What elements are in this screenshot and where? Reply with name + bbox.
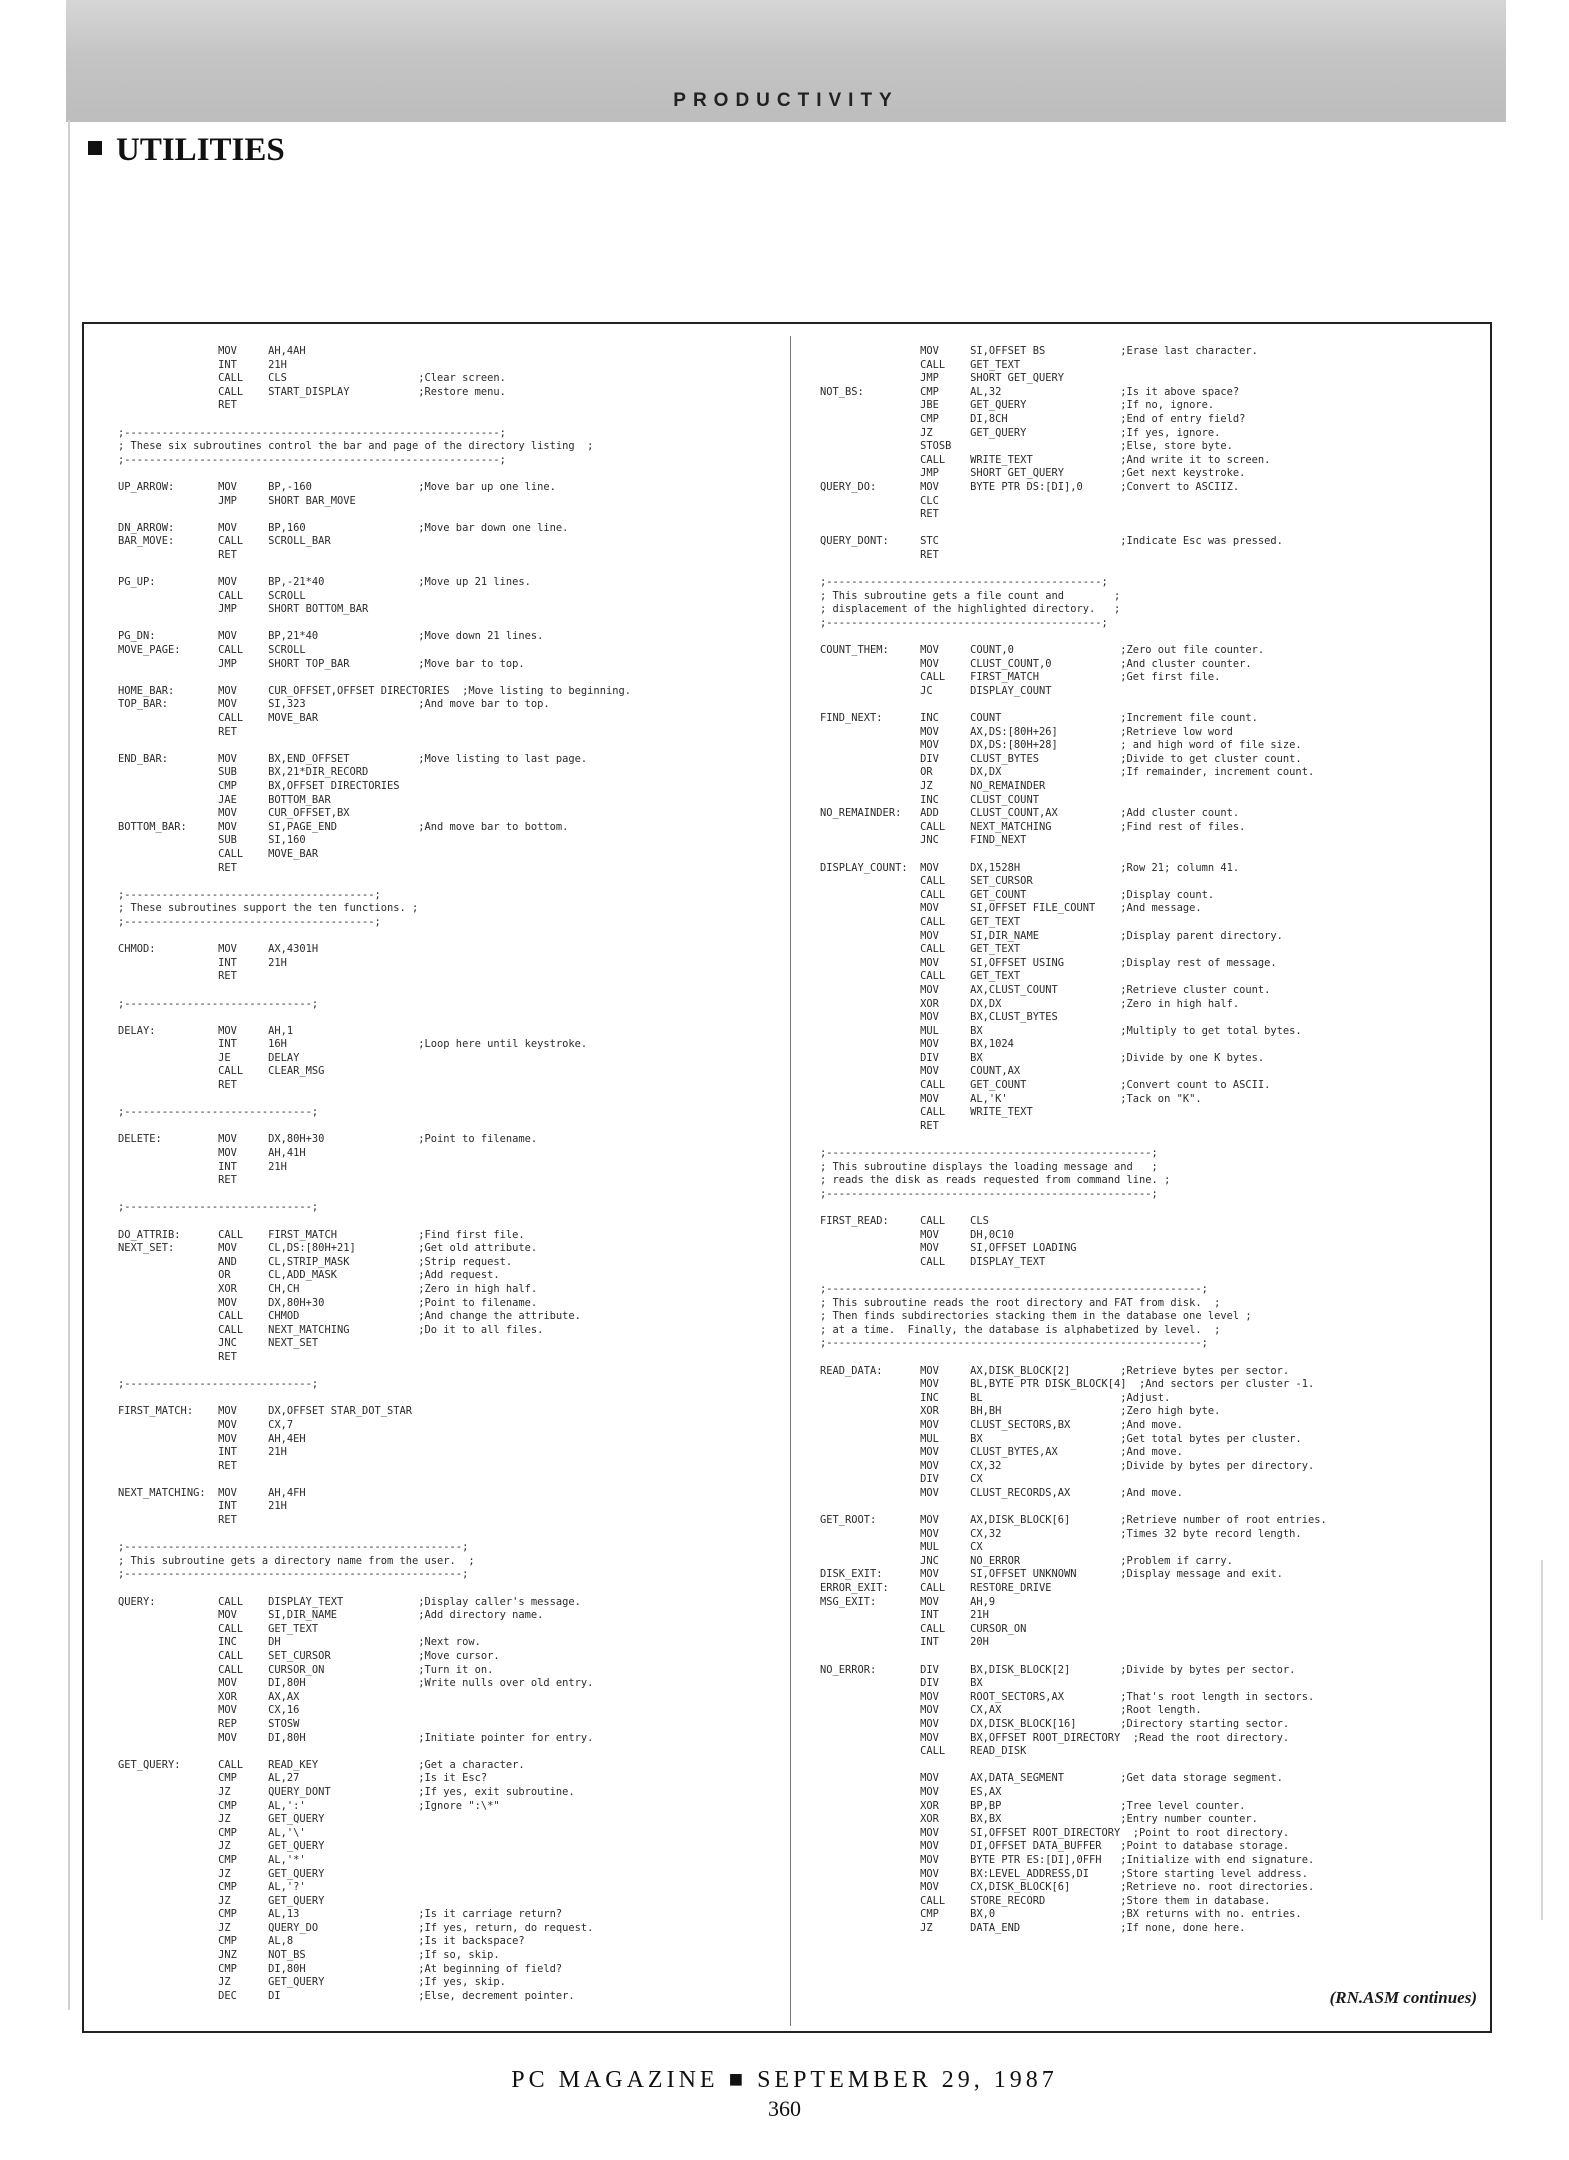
- right-code-line: CALL FIRST_MATCH ;Get first file.: [820, 671, 1221, 684]
- left-code-line: SUB BX,21*DIR_RECORD: [118, 766, 369, 779]
- left-code-line: PG_DN: MOV BP,21*40 ;Move down 21 lines.: [118, 630, 544, 643]
- right-code-line: JC DISPLAY_COUNT: [820, 684, 1052, 697]
- right-code-line: CALL GET_TEXT: [820, 358, 1021, 371]
- left-code-line: ;------------------------------;: [118, 1106, 319, 1119]
- left-code-line: CALL CLEAR_MSG: [118, 1065, 325, 1078]
- right-code-line: DIV BX: [820, 1677, 983, 1690]
- right-code-line: MOV CLUST_RECORDS,AX ;And move.: [820, 1486, 1183, 1499]
- left-code-line: ;------------------------------;: [118, 1378, 319, 1391]
- left-code-line: MOV DI,80H ;Write nulls over old entry.: [118, 1677, 594, 1690]
- right-code-line: CALL WRITE_TEXT: [820, 1106, 1033, 1119]
- right-code-line: CMP DI,8CH ;End of entry field?: [820, 412, 1246, 425]
- right-code-line: MOV CX,32 ;Divide by bytes per directory.: [820, 1459, 1315, 1472]
- bullet-square-icon: [88, 141, 102, 155]
- right-code-line: MOV BX:LEVEL_ADDRESS,DI ;Store starting level address.: [820, 1867, 1308, 1880]
- left-code-line: RET: [118, 1514, 237, 1527]
- right-code-line: MOV SI,OFFSET USING ;Display rest of message.: [820, 956, 1277, 969]
- right-code-line: MOV ES,AX: [820, 1785, 1002, 1798]
- right-code-line: ; This subroutine displays the loading message and ;: [820, 1160, 1158, 1173]
- right-code-line: MOV CX,32 ;Times 32 byte record length.: [820, 1527, 1302, 1540]
- left-code-line: DN_ARROW: MOV BP,160 ;Move bar down one line.: [118, 521, 569, 534]
- column-divider: [790, 336, 791, 2026]
- left-code-line: XOR AX,AX: [118, 1690, 300, 1703]
- left-code-line: CMP AL,'\': [118, 1826, 306, 1839]
- page-edge-rule: [68, 120, 70, 2010]
- left-code-line: SUB SI,160: [118, 834, 306, 847]
- left-code-line: CMP DI,80H ;At beginning of field?: [118, 1962, 563, 1975]
- right-code-line: NO_ERROR: DIV BX,DISK_BLOCK[2] ;Divide by bytes per sector.: [820, 1663, 1296, 1676]
- right-code-line: READ_DATA: MOV AX,DISK_BLOCK[2] ;Retrieve bytes per sector.: [820, 1364, 1290, 1377]
- left-code-line: JZ GET_QUERY: [118, 1840, 325, 1853]
- right-code-line: ;----------------------------------------------------;: [820, 1187, 1158, 1200]
- right-code-line: ; displacement of the highlighted directory. ;: [820, 603, 1121, 616]
- continues-note: (RN.ASM continues): [1329, 1988, 1477, 2007]
- left-code-line: INT 21H: [118, 956, 287, 969]
- right-code-line: MOV SI,OFFSET BS ;Erase last character.: [820, 345, 1258, 357]
- right-code-line: CALL GET_TEXT: [820, 915, 1021, 928]
- right-code-line: CALL SET_CURSOR: [820, 875, 1033, 888]
- right-code-line: CLC: [820, 494, 939, 507]
- left-code-line: JZ GET_QUERY ;If yes, skip.: [118, 1976, 506, 1989]
- right-code-line: INT 20H: [820, 1636, 989, 1649]
- right-code-line: MOV BX,CLUST_BYTES: [820, 1011, 1058, 1024]
- right-code-line: MOV CLUST_BYTES,AX ;And move.: [820, 1446, 1183, 1459]
- left-code-line: CMP AL,13 ;Is it carriage return?: [118, 1908, 563, 1921]
- left-code-line: JMP SHORT BOTTOM_BAR: [118, 603, 369, 616]
- left-code-line: ; This subroutine gets a directory name from the user. ;: [118, 1554, 475, 1567]
- left-code-line: RET: [118, 1079, 237, 1092]
- right-code-line: FIRST_READ: CALL CLS: [820, 1215, 989, 1227]
- left-code-line: CALL SCROLL: [118, 589, 306, 602]
- left-code-line: CALL CURSOR_ON ;Turn it on.: [118, 1663, 494, 1676]
- right-code-line: FIND_NEXT: INC COUNT ;Increment file count.: [820, 712, 1258, 725]
- right-code-line: CALL READ_DISK: [820, 1745, 1027, 1758]
- left-code-line: QUERY: CALL DISPLAY_TEXT ;Display caller's message.: [118, 1595, 581, 1608]
- right-code-line: CALL GET_TEXT: [820, 943, 1021, 956]
- left-code-line: CALL MOVE_BAR: [118, 847, 319, 860]
- left-code-line: ;------------------------------;: [118, 997, 319, 1010]
- left-code-line: GET_QUERY: CALL READ_KEY ;Get a character.: [118, 1758, 525, 1771]
- right-code-line: JZ DATA_END ;If none, done here.: [820, 1921, 1246, 1934]
- left-code-line: JZ GET_QUERY: [118, 1894, 325, 1907]
- right-code-line: CALL STORE_RECORD ;Store them in database.: [820, 1894, 1271, 1907]
- left-code-line: XOR CH,CH ;Zero in high half.: [118, 1282, 538, 1295]
- left-code-line: ;------------------------------;: [118, 1201, 319, 1214]
- left-code-line: CMP AL,'?': [118, 1881, 306, 1894]
- right-code-line: CMP BX,0 ;BX returns with no. entries.: [820, 1908, 1302, 1921]
- left-code-line: JZ GET_QUERY: [118, 1813, 325, 1826]
- left-code-line: DELAY: MOV AH,1: [118, 1024, 294, 1037]
- left-code-line: MOV AH,4EH: [118, 1432, 306, 1445]
- right-code-line: CALL NEXT_MATCHING ;Find rest of files.: [820, 820, 1246, 833]
- right-code-line: MOV CLUST_SECTORS,BX ;And move.: [820, 1418, 1183, 1431]
- left-code-line: INT 21H: [118, 1446, 287, 1459]
- right-code-line: JZ NO_REMAINDER: [820, 780, 1046, 792]
- right-code-line: JZ GET_QUERY ;If yes, ignore.: [820, 426, 1221, 439]
- right-code-line: JNC FIND_NEXT: [820, 834, 1027, 847]
- left-code-line: JMP SHORT TOP_BAR ;Move bar to top.: [118, 657, 525, 670]
- left-code-line: DEC DI ;Else, decrement pointer.: [118, 1989, 575, 2002]
- right-code-line: DISPLAY_COUNT: MOV DX,1528H ;Row 21; column 41.: [820, 861, 1240, 874]
- right-code-line: CALL WRITE_TEXT ;And write it to screen.: [820, 453, 1271, 466]
- right-code-line: MOV DI,OFFSET DATA_BUFFER ;Point to database storage.: [820, 1840, 1290, 1853]
- right-code-line: DIV CLUST_BYTES ;Divide to get cluster count.: [820, 752, 1302, 765]
- right-code-line: ;--------------------------------------------;: [820, 576, 1108, 589]
- left-code-line: UP_ARROW: MOV BP,-160 ;Move bar up one line.: [118, 480, 556, 493]
- left-code-line: CALL MOVE_BAR: [118, 712, 319, 725]
- left-code-line: ; These subroutines support the ten functions. ;: [118, 902, 419, 915]
- right-code-line: MOV BX,1024: [820, 1038, 1014, 1051]
- right-code-line: MUL BX ;Get total bytes per cluster.: [820, 1432, 1302, 1445]
- section-label: PRODUCTIVITY: [673, 90, 899, 111]
- right-code-line: MOV SI,OFFSET ROOT_DIRECTORY ;Point to root directory.: [820, 1826, 1290, 1839]
- right-code-line: JNC NO_ERROR ;Problem if carry.: [820, 1554, 1233, 1567]
- left-code-line: FIRST_MATCH: MOV DX,OFFSET STAR_DOT_STAR: [118, 1405, 413, 1418]
- listing-right-column: [820, 345, 1480, 1935]
- right-code-line: CALL GET_TEXT: [820, 970, 1021, 983]
- page-number: 360: [768, 2096, 801, 2121]
- right-code-line: MOV BX,OFFSET ROOT_DIRECTORY ;Read the root directory.: [820, 1731, 1290, 1744]
- right-code-line: MOV DH,0C10: [820, 1228, 1014, 1241]
- right-code-line: GET_ROOT: MOV AX,DISK_BLOCK[6] ;Retrieve number of root entries.: [820, 1514, 1327, 1527]
- left-code-line: INT 16H ;Loop here until keystroke.: [118, 1038, 588, 1051]
- right-code-line: XOR BP,BP ;Tree level counter.: [820, 1799, 1246, 1812]
- right-code-line: DISK_EXIT: MOV SI,OFFSET UNKNOWN ;Display message and exit.: [820, 1568, 1283, 1581]
- left-code-line: JZ GET_QUERY: [118, 1867, 325, 1880]
- left-code-line: JAE BOTTOM_BAR: [118, 793, 331, 806]
- right-code-line: ; at a time. Finally, the database is alphabetized by level. ;: [820, 1323, 1221, 1336]
- right-code-line: JMP SHORT GET_QUERY ;Get next keystroke.: [820, 467, 1246, 480]
- right-code-line: JMP SHORT GET_QUERY: [820, 372, 1064, 385]
- right-code-line: RET: [820, 508, 939, 521]
- left-code-line: MOVE_PAGE: CALL SCROLL: [118, 644, 306, 657]
- left-code-line: RET: [118, 725, 237, 738]
- right-code-line: ERROR_EXIT: CALL RESTORE_DRIVE: [820, 1582, 1052, 1595]
- left-code-line: CMP AL,'*': [118, 1853, 306, 1866]
- left-code-line: END_BAR: MOV BX,END_OFFSET ;Move listing to last page.: [118, 752, 588, 765]
- left-code-line: INT 21H: [118, 1160, 287, 1173]
- left-code-line: CMP AL,':' ;Ignore ":\*": [118, 1799, 500, 1812]
- left-code-line: BAR_MOVE: CALL SCROLL_BAR: [118, 535, 331, 548]
- right-code-line: JBE GET_QUERY ;If no, ignore.: [820, 399, 1215, 412]
- right-code-line: MOV AX,DATA_SEGMENT ;Get data storage segment.: [820, 1772, 1283, 1785]
- right-code-line: INT 21H: [820, 1609, 989, 1622]
- right-code-line: CALL GET_COUNT ;Display count.: [820, 888, 1215, 901]
- right-code-line: CALL DISPLAY_TEXT: [820, 1255, 1046, 1268]
- left-code-line: CALL SET_CURSOR ;Move cursor.: [118, 1650, 500, 1662]
- left-code-line: JZ QUERY_DO ;If yes, return, do request.: [118, 1921, 594, 1934]
- left-code-line: MOV CUR_OFFSET,BX: [118, 807, 350, 820]
- right-code-line: MOV DX,DS:[80H+28] ; and high word of file size.: [820, 739, 1302, 752]
- right-code-line: RET: [820, 548, 939, 561]
- right-code-line: MOV SI,OFFSET FILE_COUNT ;And message.: [820, 902, 1202, 915]
- right-code-line: ; Then finds subdirectories stacking them in the database one level ;: [820, 1310, 1252, 1323]
- left-code-line: HOME_BAR: MOV CUR_OFFSET,OFFSET DIRECTORIES ;Move listing to beginning.: [118, 684, 631, 697]
- right-code-line: STOSB ;Else, store byte.: [820, 440, 1233, 453]
- publication-footer: PC MAGAZINE ■ SEPTEMBER 29, 1987: [511, 2067, 1058, 2093]
- left-code-line: ; These six subroutines control the bar and page of the directory listing ;: [118, 440, 594, 453]
- margin-mark: [1541, 1560, 1543, 1920]
- right-code-line: QUERY_DONT: STC ;Indicate Esc was pressed.: [820, 535, 1283, 548]
- section-heading: [88, 132, 285, 169]
- left-code-line: RET: [118, 1174, 237, 1187]
- right-code-line: ; This subroutine reads the root directory and FAT from disk. ;: [820, 1296, 1221, 1309]
- left-code-line: INC DH ;Next row.: [118, 1636, 481, 1649]
- right-code-line: MOV CX,DISK_BLOCK[6] ;Retrieve no. root directories.: [820, 1881, 1315, 1894]
- right-code-line: NOT_BS: CMP AL,32 ;Is it above space?: [820, 385, 1240, 398]
- right-code-line: XOR BX,BX ;Entry number counter.: [820, 1813, 1258, 1826]
- right-code-line: COUNT_THEM: MOV COUNT,0 ;Zero out file counter.: [820, 644, 1265, 657]
- right-code-line: MOV COUNT,AX: [820, 1065, 1021, 1078]
- left-code-line: CALL GET_TEXT: [118, 1622, 319, 1635]
- left-code-line: PG_UP: MOV BP,-21*40 ;Move up 21 lines.: [118, 576, 531, 589]
- right-code-line: MUL BX ;Multiply to get total bytes.: [820, 1024, 1302, 1037]
- right-code-line: NO_REMAINDER: ADD CLUST_COUNT,AX ;Add cluster count.: [820, 807, 1240, 820]
- left-code-line: CALL CHMOD ;And change the attribute.: [118, 1310, 581, 1323]
- right-code-line: MSG_EXIT: MOV AH,9: [820, 1595, 996, 1608]
- left-code-line: CHMOD: MOV AX,4301H: [118, 943, 319, 956]
- left-code-line: INT 21H: [118, 1500, 287, 1513]
- left-code-line: MOV DI,80H ;Initiate pointer for entry.: [118, 1731, 594, 1744]
- right-code-line: ; reads the disk as reads requested from command line. ;: [820, 1174, 1171, 1187]
- left-code-line: NEXT_MATCHING: MOV AH,4FH: [118, 1486, 306, 1499]
- left-code-line: MOV CX,7: [118, 1418, 294, 1431]
- right-code-line: INC BL ;Adjust.: [820, 1391, 1171, 1404]
- left-code-line: RET: [118, 548, 237, 561]
- left-code-line: RET: [118, 1350, 237, 1363]
- left-code-line: ;------------------------------------------------------------;: [118, 453, 506, 466]
- right-code-line: ;------------------------------------------------------------;: [820, 1282, 1208, 1295]
- left-code-line: CMP BX,OFFSET DIRECTORIES: [118, 780, 400, 792]
- left-code-line: ;----------------------------------------;: [118, 888, 381, 901]
- left-code-line: RET: [118, 861, 237, 874]
- left-code-line: MOV DX,80H+30 ;Point to filename.: [118, 1296, 538, 1309]
- right-code-line: MOV CLUST_COUNT,0 ;And cluster counter.: [820, 657, 1252, 670]
- left-code-line: OR CL,ADD_MASK ;Add request.: [118, 1269, 500, 1282]
- right-code-line: ;------------------------------------------------------------;: [820, 1337, 1208, 1350]
- left-code-line: NEXT_SET: MOV CL,DS:[80H+21] ;Get old attribute.: [118, 1242, 538, 1255]
- right-code-line: DIV CX: [820, 1473, 983, 1486]
- left-code-line: TOP_BAR: MOV SI,323 ;And move bar to top.: [118, 698, 550, 711]
- right-code-line: DIV BX ;Divide by one K bytes.: [820, 1051, 1265, 1064]
- left-code-line: JE DELAY: [118, 1051, 300, 1064]
- right-code-line: MOV SI,OFFSET LOADING: [820, 1242, 1077, 1255]
- right-code-line: MOV BL,BYTE PTR DISK_BLOCK[4] ;And sectors per cluster -1.: [820, 1378, 1315, 1391]
- left-code-line: DELETE: MOV DX,80H+30 ;Point to filename.: [118, 1133, 538, 1146]
- left-code-line: ;------------------------------------------------------;: [118, 1568, 469, 1581]
- left-code-line: CMP AL,27 ;Is it Esc?: [118, 1772, 488, 1785]
- right-code-line: MOV DX,DISK_BLOCK[16] ;Directory starting sector.: [820, 1717, 1290, 1730]
- right-code-line: CALL GET_COUNT ;Convert count to ASCII.: [820, 1079, 1271, 1092]
- right-code-line: MOV CX,AX ;Root length.: [820, 1704, 1202, 1717]
- right-code-line: INC CLUST_COUNT: [820, 793, 1039, 806]
- right-code-line: MOV AL,'K' ;Tack on "K".: [820, 1092, 1202, 1105]
- left-code-line: BOTTOM_BAR: MOV SI,PAGE_END ;And move bar to bottom.: [118, 820, 569, 833]
- left-code-line: CALL NEXT_MATCHING ;Do it to all files.: [118, 1323, 544, 1336]
- left-code-line: ;------------------------------------------------------------;: [118, 426, 506, 439]
- header-band: [66, 0, 1506, 122]
- left-code-line: DO_ATTRIB: CALL FIRST_MATCH ;Find first file.: [118, 1228, 525, 1241]
- right-code-line: CALL CURSOR_ON: [820, 1622, 1027, 1635]
- left-code-line: ;----------------------------------------;: [118, 915, 381, 928]
- left-code-line: CALL START_DISPLAY ;Restore menu.: [118, 385, 506, 398]
- right-code-line: ;----------------------------------------------------;: [820, 1147, 1158, 1160]
- listing-left-column: [118, 345, 786, 2003]
- right-code-line: RET: [820, 1119, 939, 1132]
- right-code-line: MOV AX,DS:[80H+26] ;Retrieve low word: [820, 725, 1233, 738]
- left-code-line: REP STOSW: [118, 1717, 300, 1730]
- left-code-line: JZ QUERY_DONT ;If yes, exit subroutine.: [118, 1785, 575, 1798]
- left-code-line: ;------------------------------------------------------;: [118, 1541, 469, 1554]
- right-code-line: XOR BH,BH ;Zero high byte.: [820, 1405, 1221, 1418]
- right-code-line: MOV AX,CLUST_COUNT ;Retrieve cluster count.: [820, 983, 1271, 996]
- left-code-line: CMP AL,8 ;Is it backspace?: [118, 1935, 525, 1948]
- left-code-line: RET: [118, 1459, 237, 1472]
- left-code-line: MOV AH,4AH: [118, 345, 306, 357]
- right-code-line: QUERY_DO: MOV BYTE PTR DS:[DI],0 ;Convert to ASCIIZ.: [820, 480, 1240, 493]
- right-code-line: OR DX,DX ;If remainder, increment count.: [820, 766, 1315, 779]
- right-code-line: ; This subroutine gets a file count and ;: [820, 589, 1121, 602]
- left-code-line: JNC NEXT_SET: [118, 1337, 319, 1350]
- section-title: UTILITIES: [116, 132, 285, 168]
- code-block-left: [118, 345, 786, 2003]
- left-code-line: MOV AH,41H: [118, 1147, 306, 1160]
- left-code-line: RET: [118, 970, 237, 983]
- left-code-line: CALL CLS ;Clear screen.: [118, 372, 506, 385]
- right-code-line: MOV SI,DIR_NAME ;Display parent directory.: [820, 929, 1283, 942]
- left-code-line: AND CL,STRIP_MASK ;Strip request.: [118, 1255, 513, 1268]
- right-code-line: MUL CX: [820, 1541, 983, 1554]
- right-code-line: MOV ROOT_SECTORS,AX ;That's root length in sectors.: [820, 1690, 1315, 1703]
- right-code-line: MOV BYTE PTR ES:[DI],0FFH ;Initialize with end signature.: [820, 1853, 1315, 1866]
- code-block-right: [820, 345, 1480, 1935]
- right-code-line: ;--------------------------------------------;: [820, 616, 1108, 629]
- left-code-line: JMP SHORT BAR_MOVE: [118, 494, 356, 507]
- right-code-line: XOR DX,DX ;Zero in high half.: [820, 997, 1240, 1010]
- left-code-line: MOV SI,DIR_NAME ;Add directory name.: [118, 1609, 544, 1622]
- left-code-line: MOV CX,16: [118, 1704, 300, 1717]
- left-code-line: INT 21H: [118, 358, 287, 371]
- left-code-line: JNZ NOT_BS ;If so, skip.: [118, 1949, 500, 1962]
- left-code-line: RET: [118, 399, 237, 412]
